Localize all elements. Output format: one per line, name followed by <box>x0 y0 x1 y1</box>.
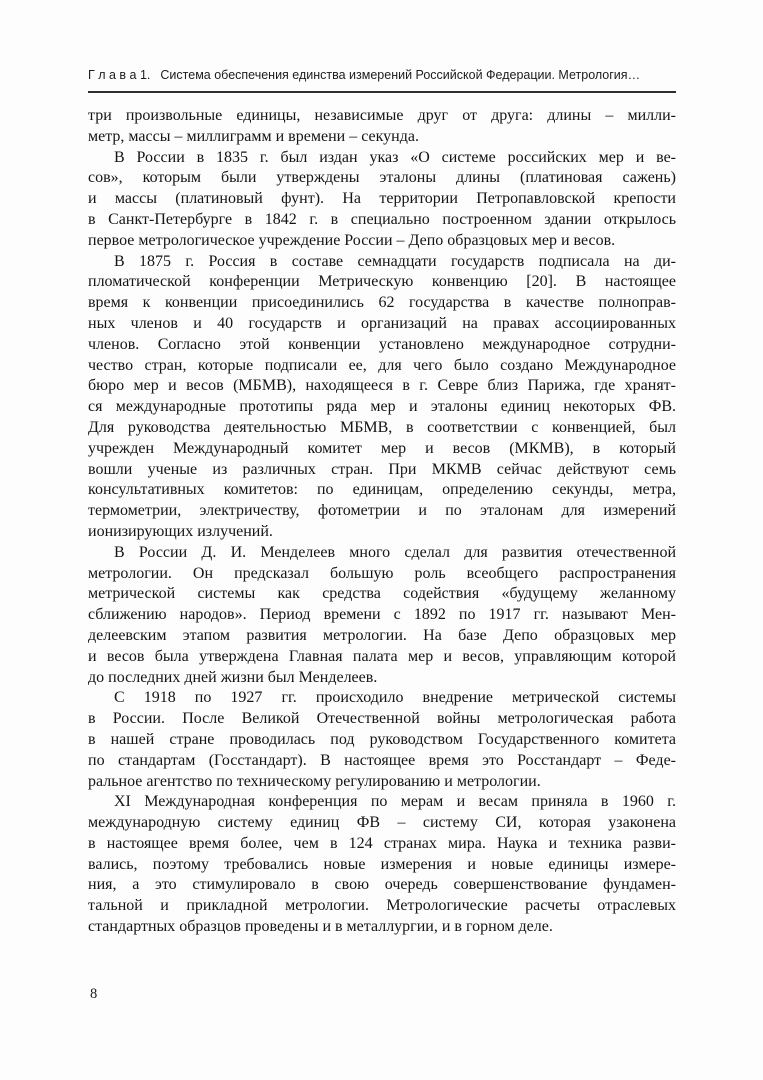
text-line: учрежден Международный комитет мер и весов (МКМВ), в который <box>88 439 676 457</box>
text-line: делеевским этапом развития метрологии. На базе Депо образцовых мер <box>88 626 676 644</box>
text-line: вались, поэтому требовались новые измерения и новые единицы измере- <box>88 855 676 873</box>
text-line: и весов была утверждена Главная палата мер и весов, управляющим которой <box>88 647 676 665</box>
text-line: бюро мер и весов (МБМВ), находящееся в г. Севре близ Парижа, где хранят- <box>88 377 676 395</box>
text-line: термометрии, электричеству, фотометрии и по эталонам для измерений <box>88 502 676 520</box>
text-line: В России в 1835 г. был издан указ «О системе российских мер и ве- <box>114 148 676 166</box>
paragraph <box>88 106 676 148</box>
text-line: время к конвенции присоединились 62 государства в качестве полноправ- <box>88 294 676 312</box>
text-line: XI Международная конференция по мерам и весам приняла в 1960 г. <box>114 793 676 811</box>
text-line: метрической системы как средства содействия «будущему желанному <box>88 585 676 603</box>
text-line: пломатической конференции Метрическую конвенцию [20]. В настоящее <box>88 273 676 291</box>
text-line: чество стран, которые подписали ее, для чего было создано Международное <box>88 356 676 374</box>
paragraph <box>88 252 676 543</box>
text-line: вошли ученые из различных стран. При МКМВ сейчас действуют семь <box>88 460 676 478</box>
text-line: ных членов и 40 государств и организаций на правах ассоциированных <box>88 314 676 332</box>
text-line: до последних дней жизни был Менделеев. <box>88 668 378 686</box>
text-line: Для руководства деятельностью МБМВ, в соответствии с конвенцией, был <box>88 418 676 436</box>
text-line: сов», которым были утверждены эталоны длины (платиновая сажень) <box>88 169 676 187</box>
text-line: сближению народов». Период времени с 1892 по 1917 гг. называют Мен- <box>88 606 676 624</box>
text-line: членов. Согласно этой конвенции установлено международное сотрудни- <box>88 335 676 353</box>
text-line: международную систему единиц ФВ – систему СИ, которая узаконена <box>88 814 676 832</box>
chapter-label: Г л а в а 1. <box>88 68 151 82</box>
text-line: в нашей стране проводилась под руководством Государственного комитета <box>88 730 676 748</box>
text-line: ионизирующих излучений. <box>88 522 273 540</box>
text-line: в России. После Великой Отечественной войны метрологическая работа <box>88 710 676 728</box>
text-line: в Санкт-Петербурге в 1842 г. в специально построенном здании открылось <box>88 210 676 228</box>
text-line: метр, массы – миллиграмм и времени – секунда. <box>88 127 419 145</box>
text-line: В 1875 г. Россия в составе семнадцати государств подписала на ди- <box>114 252 676 270</box>
text-line: и массы (платиновый фунт). На территории Петропавловской крепости <box>88 190 676 208</box>
paragraph <box>88 792 676 938</box>
text-line: тальной и прикладной метрологии. Метрологические расчеты отраслевых <box>88 897 676 915</box>
text-line: С 1918 по 1927 гг. происходило внедрение метрической системы <box>114 689 676 707</box>
text-line: по стандартам (Госстандарт). В настоящее время это Росстандарт – Феде- <box>88 751 676 769</box>
running-header-title: Система обеспечения единства измерений Российской Федерации. Метрология… <box>160 68 641 82</box>
text-line: в настоящее время более, чем в 124 странах мира. Наука и техника разви- <box>88 834 676 852</box>
text-line: метрологии. Он предсказал большую роль всеобщего распространения <box>88 564 676 582</box>
text-line: ральное агентство по техническому регулированию и метрологии. <box>88 772 541 790</box>
paragraph <box>88 148 676 252</box>
paragraph <box>88 543 676 689</box>
page-body <box>88 106 676 938</box>
page-number: 8 <box>90 986 98 1002</box>
text-line: В России Д. И. Менделеев много сделал для развития отечественной <box>114 543 676 561</box>
running-header <box>88 67 676 83</box>
text-line: три произвольные единицы, независимые друг от друга: длины – милли- <box>88 107 676 124</box>
text-line: ся международные прототипы ряда мер и эталоны единиц некоторых ФВ. <box>88 398 676 416</box>
text-line: первое метрологическое учреждение России – Депо образцовых мер и весов. <box>88 231 616 249</box>
text-line: консультативных комитетов: по единицам, определению секунды, метра, <box>88 481 676 499</box>
paragraph <box>88 688 676 792</box>
text-line: стандартных образцов проведены и в металлургии, и в горном деле. <box>88 918 553 936</box>
text-line: ния, а это стимулировало в свою очередь совершенствование фундамен- <box>88 876 676 894</box>
header-rule <box>88 91 676 93</box>
